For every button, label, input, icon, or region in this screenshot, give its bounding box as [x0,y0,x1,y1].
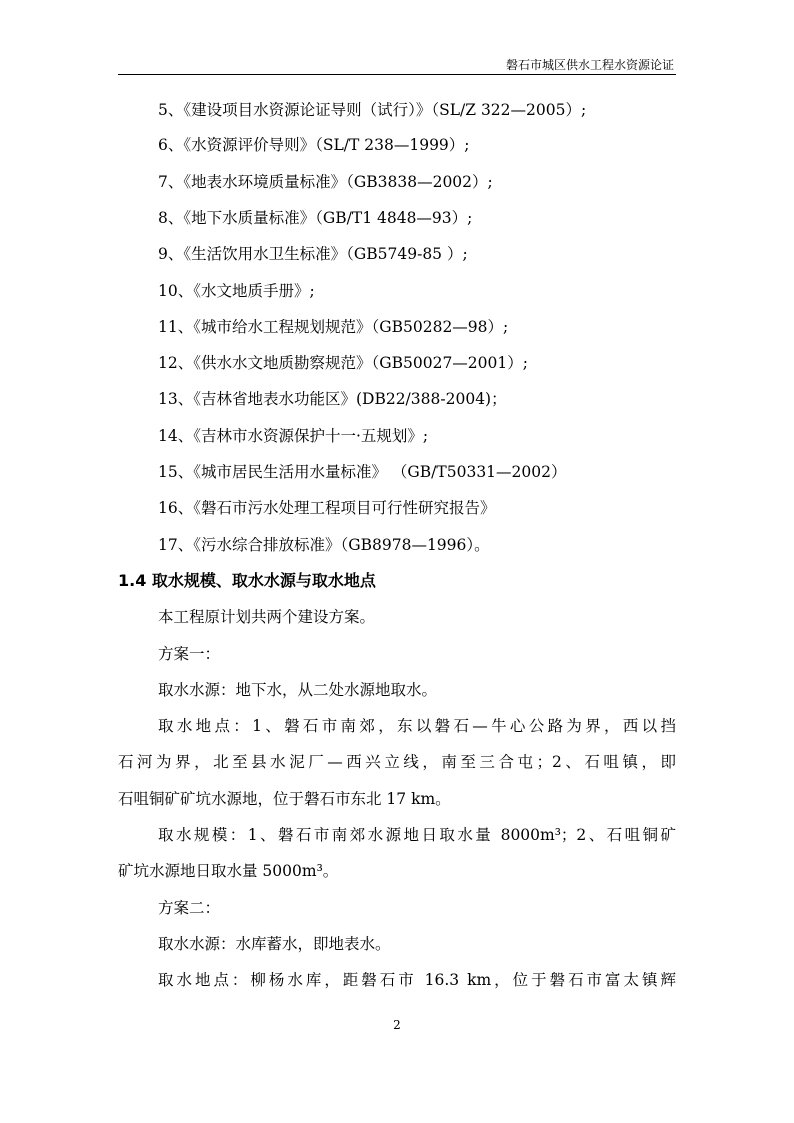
plan-1-location-line-1: 取水地点：1、磐石市南郊，东以磐石—牛心公路为界，西以挡 [158,717,676,735]
reference-item-14: 14、《吉林市水资源保护十一·五规划》; [158,427,429,445]
plan-2-location: 取水地点：柳杨水库，距磐石市 16.3 km，位于磐石市富太镇辉 [158,971,676,989]
header-divider [118,74,676,75]
section-heading: 1.4 取水规模、取水水源与取水地点 [118,571,376,590]
page-number: 2 [393,1018,401,1032]
reference-item-15: 15、《城市居民生活用水量标准》 （GB/T50331—2002） [158,463,567,481]
reference-item-11: 11、《城市给水工程规划规范》（GB50282—98）; [158,318,509,336]
plan-1-location-line-3: 石咀铜矿矿坑水源地，位于磐石市东北 17 km。 [118,790,451,808]
reference-item-5: 5、《建设项目水资源论证导则（试行）》（SL/Z 322—2005）; [158,101,587,119]
reference-item-17: 17、《污水综合排放标准》（GB8978—1996）。 [158,536,490,554]
reference-item-13: 13、《吉林省地表水功能区》(DB22/388-2004)； [158,390,507,408]
reference-item-16: 16、《磐石市污水处理工程项目可行性研究报告》 [158,499,496,517]
plan-2-title: 方案二： [158,899,221,917]
plan-1-scale-line-2: 矿坑水源地日取水量 5000m³。 [118,862,339,880]
reference-item-6: 6、《水资源评价导则》（SL/T 238—1999）; [158,136,470,154]
reference-item-10: 10、《水文地质手册》; [158,282,315,300]
reference-item-9: 9、《生活饮用水卫生标准》（GB5749-85 ）; [158,245,468,263]
reference-item-12: 12、《供水水文地质勘察规范》（GB50027—2001）; [158,354,528,372]
plan-1-scale-line-1: 取水规模：1、磐石市南郊水源地日取水量 8000m³；2、石咀铜矿 [158,826,676,844]
reference-item-8: 8、《地下水质量标准》（GB/T1 4848—93）; [158,209,473,227]
plan-2-source: 取水水源：水库蓄水，即地表水。 [158,935,391,953]
reference-item-7: 7、《地表水环境质量标准》（GB3838—2002）; [158,173,493,191]
header-title: 磐石市城区供水工程水资源论证 [505,58,674,72]
plan-1-title: 方案一： [158,645,221,663]
plan-1-source: 取水水源：地下水，从二处水源地取水。 [158,681,438,699]
section-intro: 本工程原计划共两个建设方案。 [158,608,376,626]
plan-1-location-line-2: 石河为界，北至县水泥厂—西兴立线，南至三合屯；2、石咀镇，即 [118,753,676,771]
